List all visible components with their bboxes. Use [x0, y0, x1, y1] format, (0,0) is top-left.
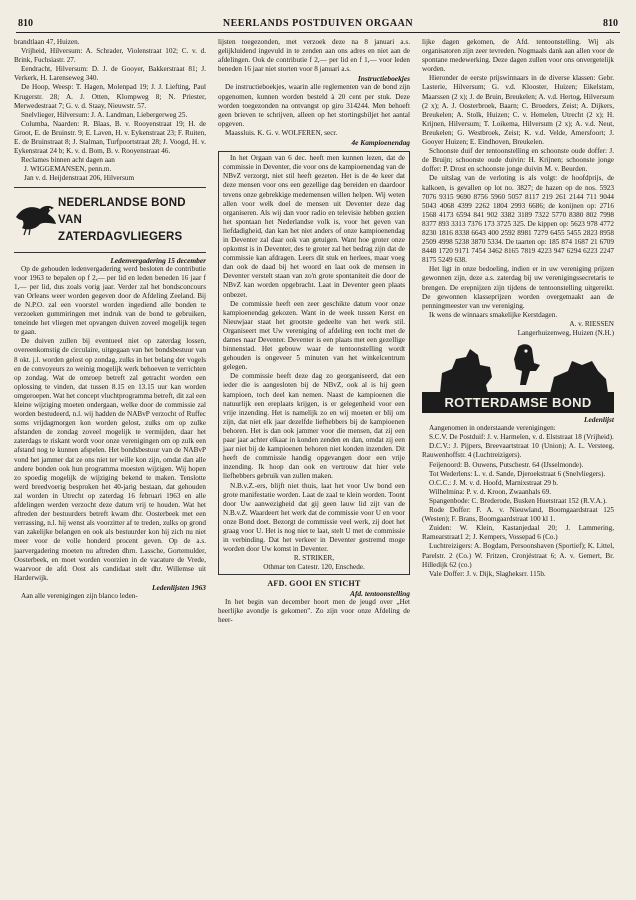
text-paragraph: De uitslag van de verloting is als volgt: de hoofdprijs, de kalkoen, is gevallen op lot no. 3827; de hazen op de nos. 5923 7076 9315 9690 8756 5960 5057 8117 219 261 2144 711 9044 5043 4068 4399 2262 1804 2993 6686; de konijnen op: 2716 1568 4173 6594 841 902 3382 3189 7322 5770 8380 802 7998 8377 893 3313 7376 173 3725 325. De kippen op: 5623 978 4772 8230 1816 8338 6643 400 2592 8981 7279 6455 5455 2823 8958 2509 4998 5238 3870 5334. De taarten op: 185 874 1687 21 6709 8448 1720 9171 7454 3462 8165 7819 4223 947 6294 6223 2247 8175 5249 638.: [422, 174, 614, 265]
list-item: Spangenbode: C. Brederode, Busken Huetstraat 152 (R.V.A.).: [429, 496, 607, 505]
page-number-right: 810: [603, 18, 618, 29]
signature-line: Maassluis. K. G. v. WOLFEREN, secr.: [225, 128, 338, 137]
bond-name-line1: NEDERLANDSE BOND: [58, 196, 186, 209]
text-paragraph: Eendracht, Hilversum: D. J. de Gooyer, Bakkerstraat 81; J. Verkerk, H. Larenseweg 340.: [14, 65, 206, 83]
text-paragraph: In het begin van december hoort men de jeugd over „Het heerlijke avondje is gekomen". Zo zijn voor onze Afdeling de heer-: [218, 597, 410, 624]
publication-title: NEERLANDS POSTDUIVEN ORGAAN: [222, 18, 414, 29]
sub-heading: Instructieboekjes: [357, 74, 410, 84]
text-paragraph: Vrijheid, Hilversum: A. Schrader, Violenstraat 102; C. v. d. Brink, Fuchsiastr. 27.: [14, 47, 206, 65]
rotterdam-banner: [422, 341, 614, 413]
text-paragraph: In het Orgaan van 6 dec. heeft men kunnen lezen, dat de commissie in Deventer, die voor ons de kampioenendag van de NBvZ verzorgt, niet stil heeft gezeten. Het is de 4e keer dat deze mensen voor ons een gezellige dag bereiden en daardoor tevens onze gebrekkige medemensen willen helpen. Wij weten allen voor welk doel de mensen uit Deventer deze dag organiseren. Als wij dan voor radio en televisie hebben gezien het spontaan het Nederlandse volk is, voor het geven van liefdadigheid, dan kan het niet anders of onze kampioenendag in Deventer zal daar ook van getuigen. Want hoe groter onze opkomst is in Deventer, des te groter zal het bedrag zijn dat de commissie kan afdragen. Leers dit stuk en herlees, maar voeg dan ook de daad bij het woord en laat ook de mensen in Deventer verstelt staan van zo'n grote spontaniteit die door de NBvZ kan worden opgebracht. Laat in Deventer geen plaats onbezet.: [223, 154, 405, 299]
text-paragraph: De instructieboekjes, waarin alle reglementen van de bond zijn opgenomen, kunnen worden besteld à 20 cent per stuk. Deze worden toegezonden na ontvangst op giro 314244. Men behoeft geen brieven te schrijven, alleen op het stortingsbiljet het aantal opgeven.: [218, 83, 410, 128]
sub-heading: Ledenlijsten 1963: [152, 582, 206, 592]
header-rule: [16, 32, 620, 33]
list-item: S.C.V. De Postduif: J. v. Harmelen, v. d. Elststraat 18 (Vrijheid).: [429, 433, 614, 442]
text-paragraph: Hieronder de eerste prijswinnaars in de diverse klassen: Gebr. Lasterie, Hilversum; G. v.d. Klooster, Huizen; Eikelstam, Maarssen (2 x); J. de Bruin, Breukelen; A. v.d. Hertog, Hilversum (2 x); A. J. Oosterbroek, Baarn; C. Broeders, Zeist; A. Dijkers, Breukelen; A. Stolk, Huizen; C. v. Hemelen, Utrecht (2 x); H. Krijnen, Hilversum; T. Loikema, Hilversum (2 x); A. v.d. Neut, Breukelen; G. Westbroek, Zeist; K. v.d. Velde, Amersfoort; J. Gooyer Huizen; E. Eindhoven, Breukelen.: [422, 74, 614, 147]
list-item: Wilhelmina: P. v. d. Kroon, Zwaanhals 69.: [429, 487, 552, 496]
pigeon-logo-icon: [14, 197, 58, 237]
list-item: Rode Doffer: F. A. v. Nieuwland, Boomgaardstraat 125 (Westen); F. Brans, Boomgaardstraat 100 kl 1.: [422, 506, 614, 524]
list-item: Tot Wederlens: L. v. d. Sande, Djeroekstraat 6 (Snelvliegers).: [429, 469, 606, 478]
text-paragraph: Ik wens de winnaars smakelijke Kerstdagen.: [429, 310, 558, 319]
text-paragraph: Columba, Naarden: R. Blaas, B. v. Rooyenstraat 19; H. de Groot, E. de Bruinstr. 9; E. Laven, H. v. Eykenstraat 23; F. Ruiten, E. de Bruinstraat 8; J. Stalman, Turfpoortstraat 28; J. Voogd, H. v. Eykenstraat 24 b; K. v. d. Bom, B. v. Rooyenstraat 46.: [14, 119, 206, 156]
signature-name: A. v. RIESSEN: [569, 319, 614, 328]
text-paragraph: Schoonste duif der tentoonstelling en schoonste oude doffer: J. de Bruijn; schoonste oude duivin: H. Krijnen; schoonste jonge doffer: P. Drost en schoonste jonge duivin M. v. Beurden.: [422, 147, 614, 174]
list-item: Feijenoord: B. Ouwens, Putschestr. 64 (IJsselmonde).: [429, 460, 584, 469]
boxed-article: [218, 151, 410, 575]
signature-name: J. WIGGEMANSEN, penn.m.: [24, 165, 112, 174]
list-item: D.C.V.: J. Pijpers, Breevaartstraat 10 (Union); A. L. Versteeg, Rauwenhoffstr. 4 (Luchtreizigers).: [422, 442, 614, 460]
list-item: Luchtreizigers: A. Bogdam, Persoonshaven (Sportief); K. Littel, Parelstr. 2 (Co.) W. Fritzen, Cronjéstraat 6; A. v. Gemert, Br. Hilledijk 62 (co.): [422, 542, 614, 569]
column-3: [422, 38, 614, 579]
rotterdam-crest-icon: [422, 341, 614, 393]
section-heading: AFD. GOOI EN STICHT: [267, 579, 361, 589]
text-paragraph: N.B.v.Z.-ers, blijft niet thuis, laat het voor Uw bond een grote manifestatie worden. Laat de zaal te klein worden. Toont door Uw aanwezigheid dat gij geen lauw lid zijt van de N.B.v.Z. Waardeert het werk dat de commissie voor U en voor onze Bond doet. Bezorgt de commissie veel werk, zij doet het graag voor U. Het is nog niet te laat, stelt U met de commissie in verbinding. Dat het verkeer in Deventer gestremd moge worden door Uw komst in Deventer.: [223, 481, 405, 554]
page-number-left: 810: [18, 18, 33, 29]
sub-heading: Afd. tentoonstelling: [350, 588, 410, 598]
signature-address: Jan v. d. Heijdenstraat 206, Hilversum: [24, 174, 135, 183]
text-paragraph: lijsten toegezonden, met verzoek deze na 8 januari a.s. gelijkluidend ingevuld in te zenden aan ons adres en niet aan de afdelingen. Ook de contributie f 2,— per lid en f 1,— voor leden beneden 16 jaar niet storten voor 8 januari a.s.: [218, 38, 410, 74]
text-paragraph: Aangenomen in onderstaande verenigingen:: [429, 424, 556, 433]
text-paragraph: Snelvlieger, Hilversum: J. A. Landman, Liebergerweg 25.: [21, 110, 188, 119]
section-divider: [14, 187, 206, 188]
sub-heading: 4e Kampioenendag: [351, 138, 410, 148]
column-1: [14, 38, 206, 601]
text-paragraph: lijke dagen gekomen, de Afd. tentoonstelling. Wij als organisatoren zijn zeer tevreden. Nogmaals dank aan allen voor de spontane medewerking. Deze dagen zullen voor ons onvergetelijk worden.: [422, 38, 614, 74]
text-paragraph: brandtlaan 47, Huizen.: [14, 38, 80, 46]
banner-title: ROTTERDAMSE BOND: [444, 395, 592, 411]
sub-heading: Ledenlijst: [584, 415, 614, 425]
text-paragraph: De Hoop, Weesp: T. Hagen, Molenpad 19; J. J. Liefting, Paul Krugerstr. 28; A. J. Otten, Klompweg 8; N. Priester, Merwedestraat 7; G. v. d. Staay, Nieuwstr. 57.: [14, 83, 206, 110]
list-item: Zuiden: W. Klein, Kastanjedaal 20; J. Lammering, Ramearstraat1 2; J. Kempers, Vossepad 6 (Co.): [422, 524, 614, 542]
list-item: Vale Doffer: J. v. Dijk, Slagheksrr. 115b.: [429, 569, 546, 578]
bond-logo-block: [14, 191, 206, 249]
text-paragraph: Het ligt in onze bedoeling, indien er in uw vereniging prijzen gewonnen zijn, deze a.s. zaterdag bij uw verenigingssecretaris te brengen. De erepnijzen zijn tijdens de tentoonstelling uitgereikt. De gewonnen klasseprijzen worden overgemaakt aan de penningmeester van uw vereniging.: [422, 265, 614, 310]
signature-address: Langerhuizenweg, Huizen (N.H.): [517, 329, 614, 337]
bond-name-line2: VAN ZATERDAGVLIEGERS: [58, 213, 183, 243]
text-paragraph: De commissie heeft deze dag zo georganiseerd, dat een ieder die is aangesloten bij de NBvZ, ook al is hij geen kampioen, toch deel kan nemen. Naast de kampioenen die natuurlijk een ereplaats krijgen, is er gelegenheid voor een vrije inzending. Het is namelijk zo en wij moeten er blij om zijn, dat niet elk jaar dezelfde liefhebbers bij de kampioenen behoren. Het is dan ook jammer voor die mensen, dat zij een paar jaar achter elkaar in konden zenden en dan, omdat zij een jaar niet bij de kampioenen behoren niet konden inzenden. Dit heeft de commissie handig opgevangen door een vrije inzending. Ik hoop dan ook en vertrouw dat hier vele liefhebbers gebruik van zullen maken.: [223, 372, 405, 481]
text-paragraph: De duiven zullen bij eventueel niet op zaterdag lossen, overeenkomstig de circulaire, uitgegaan van het bondsbestuur van 8 okt. j.l. worden gelost op zondag, zulks in het belang der vogels en de convoyeurs zo weinig mogelijk werk behoeven te verrichten op zondag. Wat de omroep betreft zal getracht worden een oplossing te vinden, dat tussen 8.15 en 13.15 uur kan worden omgeroepen. Wat het concept vluchtprogramma betreft, dit zal een kleine wijziging moeten ondergaan, welke door de commissie zal worden bestudeerd, n.l. wij hadden de NABvP verzocht of Ruffec soms vrijdagmorgen kon worden gelost, zulks om op zulke afstanden de zondag zoveel mogelijk te vermijden, daar het zaterdags te riskant wordt voor onze verenigingen om op zulk een afstand nog te kunnen afspelen. Het bondsbestuur van de NABvP vond het jammer dat ze ons niet ter wille kon zijn, omdat dan alle andere bonden ook hun programma moesten wijzigen. Wij hopen zo spoedig mogelijk de wijziging bekend te maken. Tenslotte werd breedvoerig besproken het 40-jarig bestaan, dat gehouden zal worden in Utrecht op zaterdag 16 februari 1963 en alle afdelingen werden verzocht deze datum vrij te houden. Wat het aftreden der bestuurders betreft kwam dhr. Oosterbeek met een verrassing, n.l. hij wenst als voorzitter af te treden, zulks op grond van zakelijke belangen en ook als bestuurder kon hij zich nu niet meer voor de volle honderd procent geven. Op de a.s. jaarvergadering moeten nu aftreden dhrn. Lassche, Gortemulder, Oosterbeek, en moet worden voorzien in de vacature de Vrede, waarvoor de afd. Oost als candidaat stelt dhr. Willemse uit Harderwijk.: [14, 337, 206, 582]
signature-name: R. STRIKER,: [293, 554, 335, 563]
signature-address: Othmar ten Catestr. 120, Enschede.: [263, 563, 365, 572]
list-item: O.C.C.: J. M. v. d. Hoofd, Marnixstraat 29 b.: [429, 478, 559, 487]
text-paragraph: Reclames binnen acht dagen aan: [21, 156, 115, 165]
section-divider: [14, 252, 206, 253]
text-paragraph: Aan alle verenigingen zijn blanco leden-: [21, 591, 138, 600]
sub-heading: Ledenvergadering 15 december: [110, 255, 206, 265]
banner-band: [422, 392, 614, 413]
text-paragraph: Op de gehouden ledenvergadering werd besloten de contributie voor 1963 te bepalen op f 2,— per lid en leden beneden 16 jaar f 1,— per lid, dus zoals vorig jaar. Verder zal het bondsconcours van Orleans weer worden gegeven door de Afdeling Zeeland. Bij de N.P.O. zal een voorstel worden ingediend alle bonden te verzoeken gummiringen met indruk van de bond te gebruiken, teneinde het vliegen met opvangen duiven zoveel mogelijk tegen te gaan.: [14, 264, 206, 337]
text-paragraph: De commissie heeft een zeer geschikte datum voor onze kampioenendag gekozen. Want in de week tussen Kerst en Nieuwjaar staat het grootste gedeelte van het werk stil. Organiseert met Uw vereniging of afdeling een tocht met de dames naar Deventer. Deventer is een plaats met een gezellige binnenstad. Het gebouw waar de tentoonstelling wordt gehouden is ongeveer 5 minuten van het winkelcentrum gelegen.: [223, 299, 405, 372]
column-2: [218, 38, 410, 625]
